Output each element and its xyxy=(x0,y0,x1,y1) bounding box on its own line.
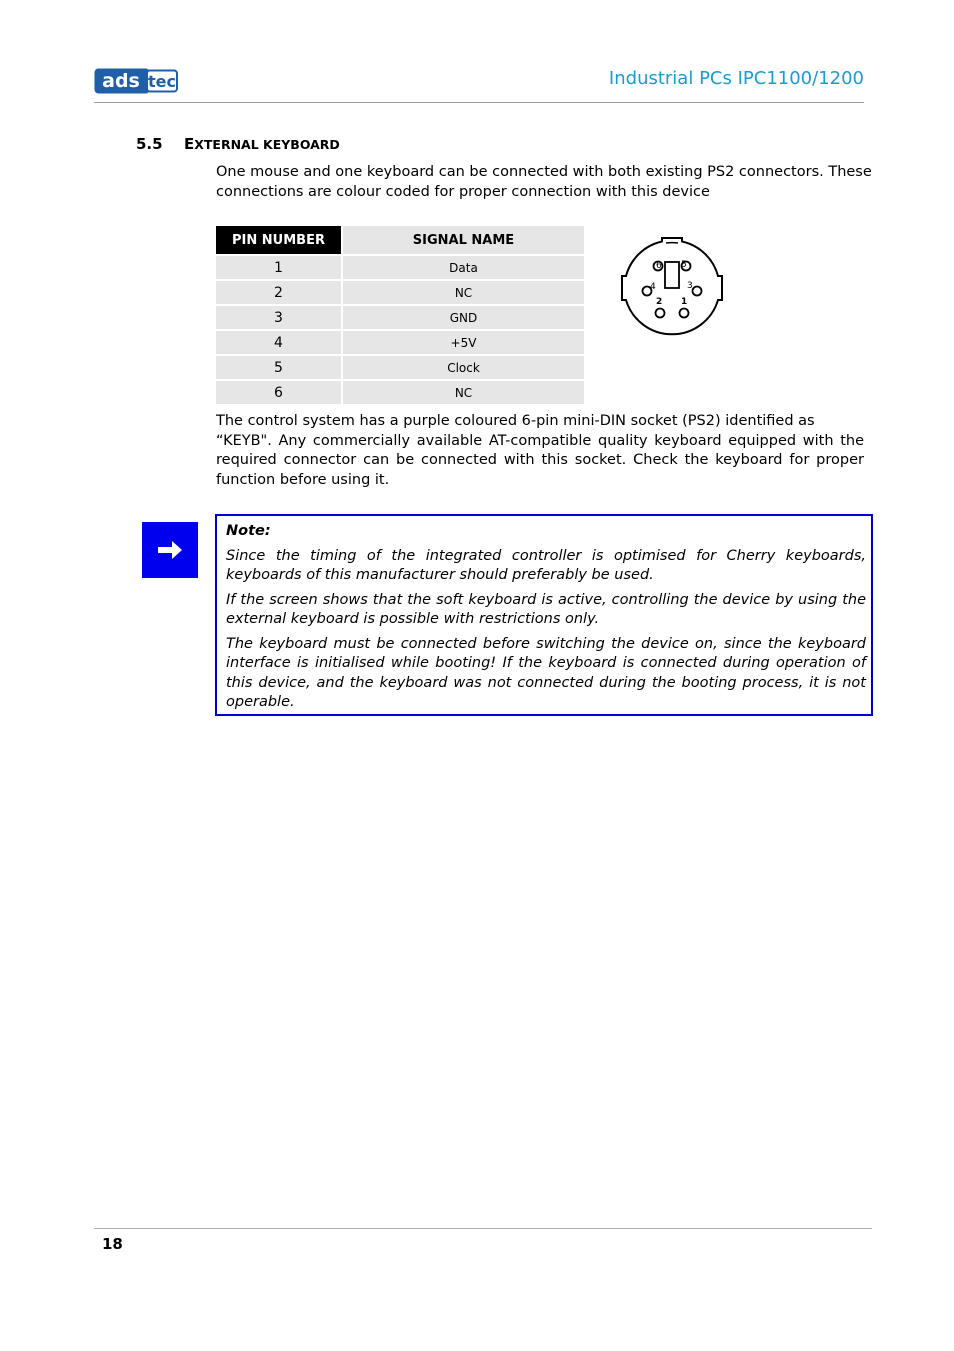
body-rest: “KEYB". Any commercially available AT-compatible quality keyboard equipped with the required connector can be connected with this socket. Check the keyboard for proper function before using it. xyxy=(216,432,864,488)
intro-paragraph: One mouse and one keyboard can be connected with both existing PS2 connectors. These connections are colour coded for proper connection with this device xyxy=(216,164,872,200)
mini-din-connector-diagram xyxy=(618,234,726,342)
note-marker xyxy=(142,522,198,578)
pin-cell: 6 xyxy=(216,379,341,404)
pin-hole xyxy=(656,309,665,318)
pin-hole xyxy=(693,287,702,296)
signal-cell: GND xyxy=(341,304,584,329)
connector-outline xyxy=(622,238,722,334)
table-row xyxy=(216,279,584,304)
pin-label: 4 xyxy=(650,282,656,292)
section-title-initial: E xyxy=(184,135,195,153)
signal-cell: +5V xyxy=(341,329,584,354)
note-content xyxy=(226,522,866,718)
pin-cell: 5 xyxy=(216,354,341,379)
pin-cell: 2 xyxy=(216,279,341,304)
note-paragraph: If the screen shows that the soft keyboard is active, controlling the device by using the external keyboard is possible with restrictions only. xyxy=(226,591,866,627)
table-row xyxy=(216,354,584,379)
table-row xyxy=(216,304,584,329)
pin-number-header: PIN NUMBER xyxy=(216,226,341,254)
pin-label: 1 xyxy=(681,297,688,307)
section-number: 5.5 xyxy=(136,135,163,153)
note-paragraph: The keyboard must be connected before switching the device on, since the keyboard interface is initialised while booting! If the keyboard is connected during operation of this device, and the keyboard was not connected during the booting process, it is not operable. xyxy=(226,635,866,710)
center-key xyxy=(665,262,679,288)
signal-cell: Clock xyxy=(341,354,584,379)
arrow-right-icon xyxy=(142,522,198,578)
table-row xyxy=(216,329,584,354)
pin-hole xyxy=(680,309,689,318)
pin-label: 2 xyxy=(656,297,663,307)
section-title xyxy=(184,135,340,153)
signal-cell: Data xyxy=(341,254,584,279)
pin-cell: 1 xyxy=(216,254,341,279)
signal-cell: NC xyxy=(341,379,584,404)
signal-cell: NC xyxy=(341,279,584,304)
pin-table xyxy=(216,226,584,404)
table-row xyxy=(216,254,584,279)
header-title: Industrial PCs IPC1100/1200 xyxy=(608,68,864,89)
note-paragraph: Since the timing of the integrated controller is optimised for Cherry keyboards, keyboards of this manufacturer should preferably be used. xyxy=(226,547,866,583)
signal-name-header: SIGNAL NAME xyxy=(341,226,584,254)
page-number: 18 xyxy=(102,1235,123,1253)
footer-divider xyxy=(94,1228,872,1229)
logo-ads-text: ads xyxy=(102,70,140,92)
pin-label: 5 xyxy=(681,260,687,270)
pin-label: 3 xyxy=(687,281,693,291)
pin-cell: 4 xyxy=(216,329,341,354)
body-paragraph xyxy=(216,412,864,490)
note-label: Note: xyxy=(226,523,271,539)
table-row xyxy=(216,379,584,404)
note-box xyxy=(215,514,873,716)
adstec-logo xyxy=(94,68,178,94)
logo-tec-text: tec xyxy=(148,72,176,91)
body-line1: The control system has a purple coloured 6-pin mini-DIN socket (PS2) identified as xyxy=(216,413,815,429)
section-title-rest: XTERNAL KEYBOARD xyxy=(194,137,340,152)
pin-label: 6 xyxy=(656,261,662,271)
pin-cell: 3 xyxy=(216,304,341,329)
header-divider xyxy=(94,102,864,103)
